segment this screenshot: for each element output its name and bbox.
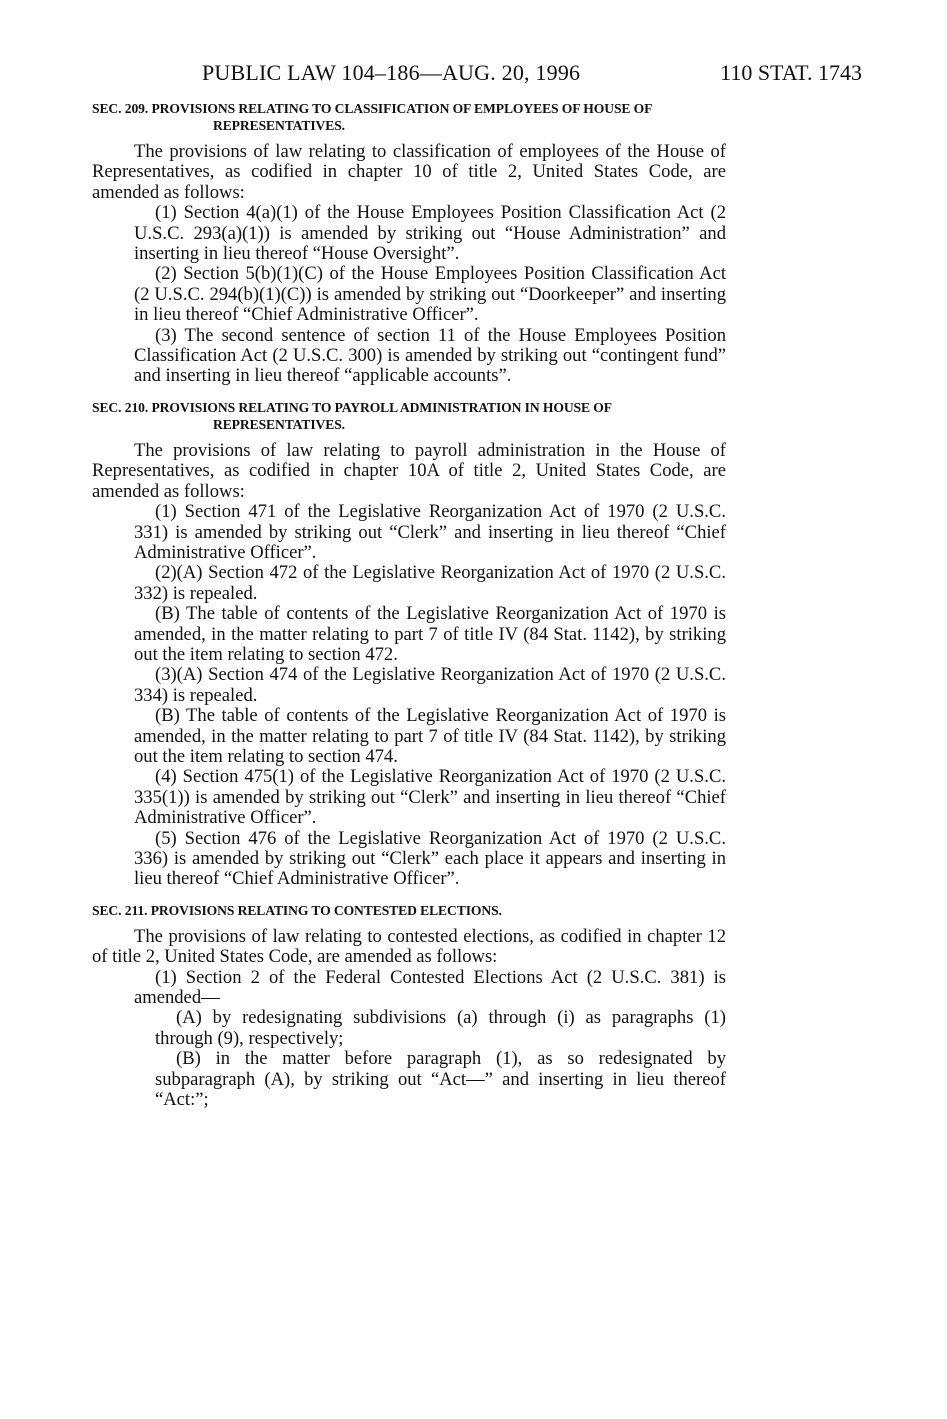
paragraph: (1) Section 4(a)(1) of the House Employees Position Classification Act (2 U.S.C. 293(a)(1)) is amended by striking out “House Administration” and inserting in lieu thereof “House Oversight”. <box>134 202 726 265</box>
paragraph: (5) Section 476 of the Legislative Reorganization Act of 1970 (2 U.S.C. 336) is amended by striking out “Clerk” each place it appears and inserting in lieu thereof “Chief Administrative Officer”. <box>134 827 726 890</box>
paragraph: (2)(A) Section 472 of the Legislative Reorganization Act of 1970 (2 U.S.C. 332) is repealed. <box>134 562 726 604</box>
section-intro: The provisions of law relating to contested elections, as codified in chapter 12 of title 2, United States Code, are amended as follows: <box>92 925 726 968</box>
paragraph: (4) Section 475(1) of the Legislative Reorganization Act of 1970 (2 U.S.C. 335(1)) is amended by striking out “Clerk” and inserting in lieu thereof “Chief Administrative Officer”. <box>134 766 726 829</box>
paragraph: (B) The table of contents of the Legislative Reorganization Act of 1970 is amended, in the matter relating to part 7 of title IV (84 Stat. 1142), by striking out the item relating to section 472. <box>134 603 726 665</box>
page-number: 110 STAT. 1743 <box>720 60 862 85</box>
section-label: SEC. 209. <box>92 101 149 116</box>
paragraph: (B) The table of contents of the Legislative Reorganization Act of 1970 is amended, in the matter relating to part 7 of title IV (84 Stat. 1142), by striking out the item relating to section 474. <box>134 705 726 767</box>
section-heading-210 <box>92 399 726 433</box>
subparagraph: (B) in the matter before paragraph (1), as so redesignated by subparagraph (A), by striking out “Act—” and inserting in lieu thereof “Act:”; <box>155 1048 726 1111</box>
paragraph: (3) The second sentence of section 11 of the House Employees Position Classification Act (2 U.S.C. 300) is amended by striking out “contingent fund” and inserting in lieu thereof “applicable accounts”. <box>134 324 726 387</box>
paragraph: (1) Section 471 of the Legislative Reorganization Act of 1970 (2 U.S.C. 331) is amended by striking out “Clerk” and inserting in lieu thereof “Chief Administrative Officer”. <box>134 501 726 563</box>
running-head-title: PUBLIC LAW 104–186—AUG. 20, 1996 <box>202 60 581 85</box>
section-title: PROVISIONS RELATING TO CONTESTED ELECTIONS. <box>150 902 502 918</box>
section-title: PROVISIONS RELATING TO CLASSIFICATION OF EMPLOYEES OF HOUSE OF REPRESENTATIVES. <box>151 101 652 133</box>
section-label: SEC. 211. <box>92 902 148 918</box>
section-intro: The provisions of law relating to classification of employees of the House of Representatives, as codified in chapter 10 of title 2, United States Code, are amended as follows: <box>92 141 726 203</box>
paragraph: (2) Section 5(b)(1)(C) of the House Employees Position Classification Act (2 U.S.C. 294(b)(1)(C)) is amended by striking out “Doorkeeper” and inserting in lieu thereof “Chief Administrative Officer”. <box>134 263 726 326</box>
section-intro: The provisions of law relating to payroll administration in the House of Representatives, as codified in chapter 10A of title 2, United States Code, are amended as follows: <box>92 439 726 502</box>
paragraph: (1) Section 2 of the Federal Contested Elections Act (2 U.S.C. 381) is amended— <box>134 966 726 1009</box>
section-label: SEC. 210. <box>92 399 149 415</box>
document-body <box>92 100 726 1110</box>
paragraph: (3)(A) Section 474 of the Legislative Reorganization Act of 1970 (2 U.S.C. 334) is repealed. <box>134 664 726 706</box>
section-heading-209 <box>92 100 726 134</box>
section-title: PROVISIONS RELATING TO PAYROLL ADMINISTRATION IN HOUSE OF REPRESENTATIVES. <box>151 399 612 432</box>
section-heading-211 <box>92 902 726 919</box>
subparagraph: (A) by redesignating subdivisions (a) through (i) as paragraphs (1) through (9), respectively; <box>155 1007 726 1049</box>
running-head <box>92 56 862 90</box>
